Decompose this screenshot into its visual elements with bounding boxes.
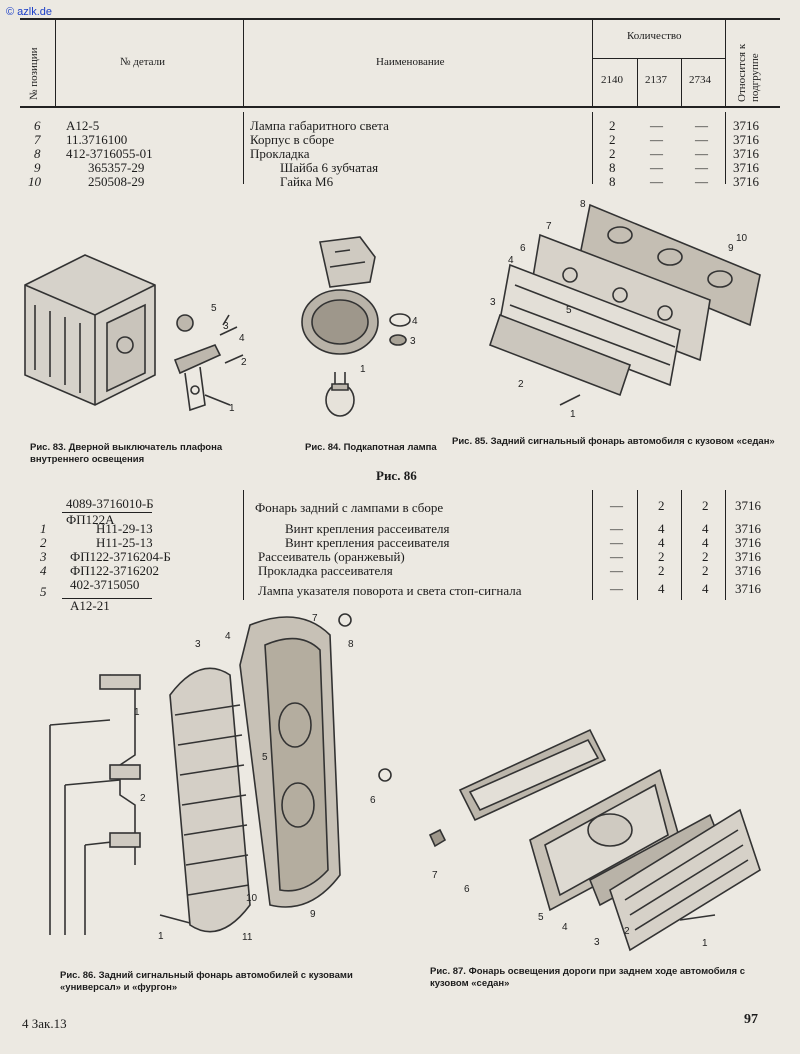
- row-part-number: 402-3715050: [70, 577, 140, 592]
- row-qty-2137: 2: [658, 498, 665, 513]
- fig87-caption: Рис. 87. Фонарь освещения дороги при заднем ходе автомобиля с кузовом «седан»: [430, 966, 745, 989]
- row-qty-2140: 8: [609, 174, 616, 189]
- row-qty-2140: 2: [609, 146, 616, 161]
- fig87-label: 4: [562, 922, 568, 933]
- fig87-label: 3: [594, 937, 600, 948]
- fig85-label: 10: [736, 233, 748, 244]
- row-name: Фонарь задний с лампами в сборе: [255, 500, 444, 515]
- row-part-number: 365357-29: [88, 160, 145, 175]
- fig85-label: 4: [508, 255, 514, 266]
- row-position: 4: [40, 563, 47, 578]
- row-subgroup: 3716: [733, 118, 759, 133]
- row-qty-2140: 2: [609, 118, 616, 133]
- row-name: Прокладка рассеивателя: [258, 563, 393, 578]
- fig87-reverse-lamp-sedan-illustration: [420, 720, 770, 960]
- fig86-tail-lamp-wagon-illustration: [40, 605, 380, 965]
- row-qty-2137: 4: [658, 581, 665, 596]
- row-qty-2734: 4: [702, 581, 709, 596]
- row-qty-2734: —: [695, 118, 708, 133]
- row-qty-2734: 2: [702, 498, 709, 513]
- row-name: Гайка М6: [280, 174, 334, 189]
- row-qty-2137: 4: [658, 521, 665, 536]
- row-subgroup: 3716: [735, 581, 761, 596]
- fig86-label: 10: [246, 893, 258, 904]
- fig87-label: 2: [624, 926, 630, 937]
- row-qty-2137: 4: [658, 535, 665, 550]
- row-position: 6: [34, 118, 41, 133]
- header-bottom-rule: [20, 106, 780, 108]
- row-qty-2140: —: [610, 521, 623, 536]
- row-position: 3: [40, 549, 47, 564]
- fig85-label: 7: [546, 221, 552, 232]
- row-position: 7: [34, 132, 41, 147]
- fig87-label: 7: [432, 870, 438, 881]
- row-position: 1: [40, 521, 47, 536]
- fig86-label: 6: [370, 795, 376, 806]
- fig86-label: 3: [195, 639, 201, 650]
- row-position: 8: [34, 146, 41, 161]
- fig85-label: 1: [570, 409, 576, 420]
- row-part-number: ФП122А: [66, 512, 115, 527]
- fig83-label: 3: [223, 321, 229, 332]
- row-qty-2734: 2: [702, 549, 709, 564]
- row-name: Лампа габаритного света: [250, 118, 389, 133]
- fig85-label: 2: [518, 379, 524, 390]
- row-subgroup: 3716: [733, 160, 759, 175]
- row-part-number: 4089-3716010-Б: [66, 496, 154, 511]
- fig83-label: 1: [229, 403, 235, 414]
- row-qty-2140: 8: [609, 160, 616, 175]
- row-qty-2734: —: [695, 160, 708, 175]
- col-qty-2140: 2140: [601, 74, 623, 86]
- fig86-label: 9: [310, 909, 316, 920]
- row-subgroup: 3716: [735, 563, 761, 578]
- row-qty-2140: —: [610, 549, 623, 564]
- fig83-door-switch-illustration: [15, 245, 255, 435]
- fig83-label: 4: [239, 333, 245, 344]
- row-subgroup: 3716: [733, 132, 759, 147]
- row-qty-2137: —: [650, 146, 663, 161]
- row-qty-2734: —: [695, 146, 708, 161]
- row-subgroup: 3716: [735, 549, 761, 564]
- row-qty-2137: —: [650, 132, 663, 147]
- row-qty-2734: 4: [702, 535, 709, 550]
- footer-left-note: 4 Зак.13: [22, 1016, 67, 1031]
- row-qty-2734: —: [695, 132, 708, 147]
- fig85-label: 5: [566, 305, 572, 316]
- fig86-title: Рис. 86: [376, 468, 417, 483]
- row-position: 2: [40, 535, 47, 550]
- row-qty-2140: —: [610, 535, 623, 550]
- row-subgroup: 3716: [735, 535, 761, 550]
- row-part-number: 412-3716055-01: [66, 146, 153, 161]
- row-qty-2137: 2: [658, 563, 665, 578]
- row-qty-2734: 2: [702, 563, 709, 578]
- row-qty-2140: —: [610, 563, 623, 578]
- row-part-number: А12-5: [66, 118, 100, 133]
- row-qty-2140: 2: [609, 132, 616, 147]
- fig87-label: 6: [464, 884, 470, 895]
- row-part-number: 250508-29: [88, 174, 145, 189]
- row-position: 5: [40, 584, 47, 599]
- row-subgroup: 3716: [733, 174, 759, 189]
- row-subgroup: 3716: [735, 498, 761, 513]
- fig86-label: 5: [262, 752, 268, 763]
- row-part-number: ФП122-3716204-Б: [70, 549, 171, 564]
- col-position-header: № позиции: [28, 47, 40, 100]
- fig84-label: 1: [360, 364, 366, 375]
- fig85-label: 3: [490, 297, 496, 308]
- fig86-label: 1: [134, 707, 140, 718]
- row-subgroup: 3716: [733, 146, 759, 161]
- fig86-label: 4: [225, 631, 231, 642]
- col-name-header: Наименование: [376, 56, 445, 68]
- row-name: Лампа указателя поворота и света стоп-сигнала: [258, 583, 522, 598]
- row-qty-2140: —: [610, 498, 623, 513]
- row-qty-2137: —: [650, 174, 663, 189]
- fig83-caption: Рис. 83. Дверной выключатель плафона внутреннего освещения: [30, 442, 223, 465]
- row-name: Винт крепления рассеивателя: [285, 521, 450, 536]
- watermark: © azlk.de: [6, 6, 53, 18]
- row-part-number: Н11-29-13: [96, 521, 153, 536]
- fig86-label: 1: [158, 931, 164, 942]
- col-qty-2734: 2734: [689, 74, 711, 86]
- row-qty-2140: —: [610, 581, 623, 596]
- fig84-caption: Рис. 84. Подкапотная лампа: [305, 442, 437, 453]
- row-qty-2137: —: [650, 160, 663, 175]
- col-part-header: № детали: [120, 56, 166, 68]
- row-qty-2137: —: [650, 118, 663, 133]
- fig85-label: 8: [580, 199, 586, 210]
- fig86-label: 11: [242, 932, 253, 943]
- fig83-label: 2: [241, 357, 247, 368]
- fig85-caption: Рис. 85. Задний сигнальный фонарь автомобиля с кузовом «седан»: [452, 436, 775, 447]
- row-position: 9: [34, 160, 41, 175]
- fig86-label: 8: [348, 639, 354, 650]
- fig86-caption: Рис. 86. Задний сигнальный фонарь автомобилей с кузовами «универсал» и «фургон»: [60, 970, 353, 993]
- row-name: Рассеиватель (оранжевый): [258, 549, 405, 564]
- page-number: 97: [744, 1012, 758, 1027]
- fig83-label: 5: [211, 303, 217, 314]
- row-name: Прокладка: [250, 146, 310, 161]
- row-part-number: 11.3716100: [66, 132, 128, 147]
- fig84-underhood-lamp-illustration: [290, 232, 430, 422]
- fig84-label: 4: [412, 316, 418, 327]
- row-qty-2734: 4: [702, 521, 709, 536]
- row-position: 10: [28, 174, 41, 189]
- row-subgroup: 3716: [735, 521, 761, 536]
- fig87-label: 1: [702, 938, 708, 949]
- fig85-tail-lamp-sedan-illustration: [470, 195, 770, 425]
- row-name: Корпус в сборе: [250, 132, 335, 147]
- row-part-number: Н11-25-13: [96, 535, 153, 550]
- row-part-number: ФП122-3716202: [70, 563, 159, 578]
- row-part-number: А12-21: [70, 598, 110, 613]
- fig86-label: 2: [140, 793, 146, 804]
- row-name: Шайба 6 зубчатая: [280, 160, 379, 175]
- row-name: Винт крепления рассеивателя: [285, 535, 450, 550]
- row-qty-2137: 2: [658, 549, 665, 564]
- col-qty-header: Количество: [627, 30, 682, 42]
- fig87-label: 5: [538, 912, 544, 923]
- row-qty-2734: —: [695, 174, 708, 189]
- col-subgroup-header: Относится к подгруппе: [736, 43, 761, 102]
- fig85-label: 6: [520, 243, 526, 254]
- fig86-label: 7: [312, 613, 318, 624]
- fig85-label: 9: [728, 243, 734, 254]
- col-qty-2137: 2137: [645, 74, 667, 86]
- header-top-rule: [20, 18, 780, 20]
- fig84-label: 3: [410, 336, 416, 347]
